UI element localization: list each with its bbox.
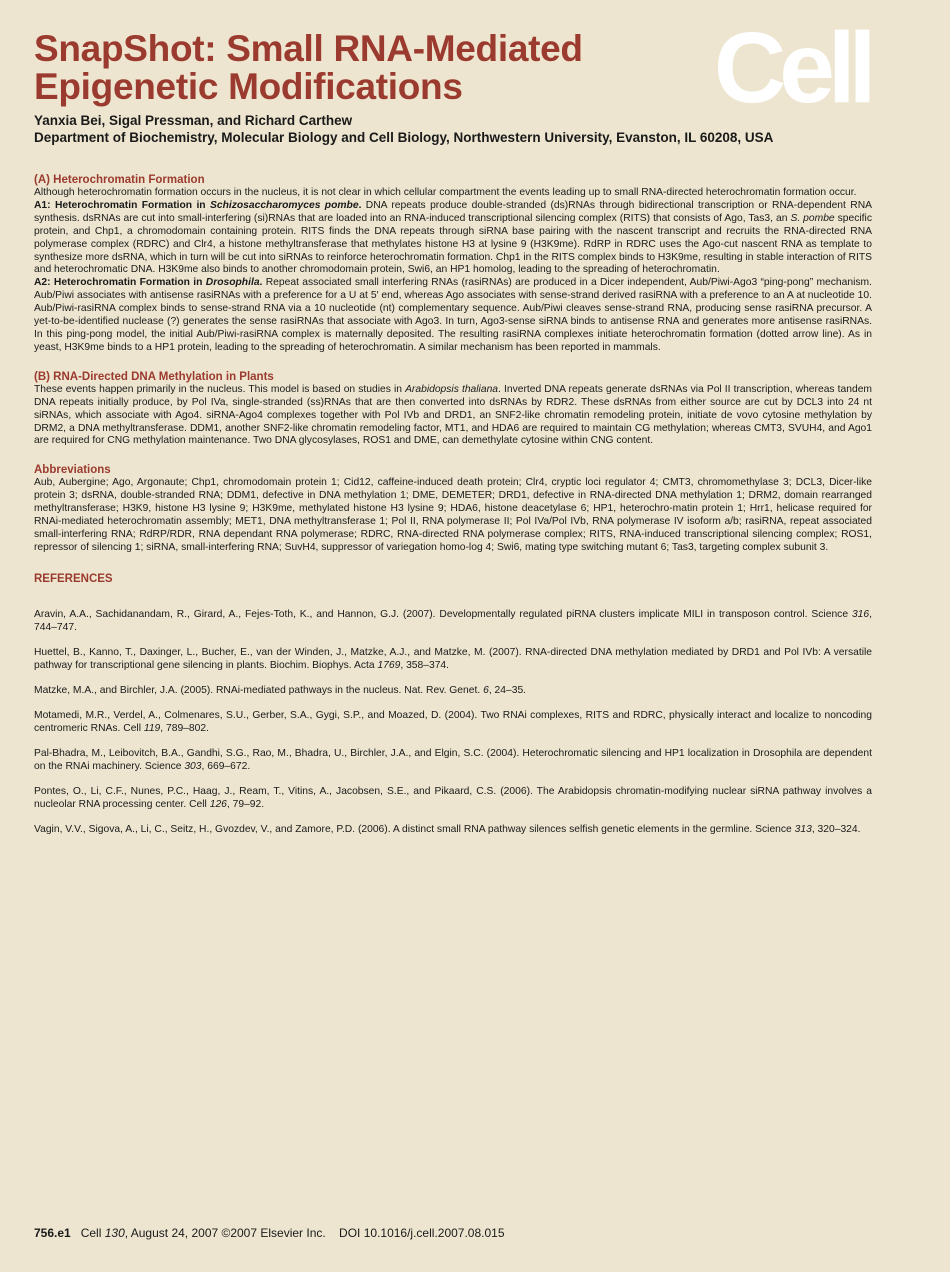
b-species: Arabidopsis thaliana — [405, 383, 499, 395]
abbreviations-text: Aub, Aubergine; Ago, Argonaute; Chp1, chromodomain protein 1; Cid12, caffeine-induced death protein; Clr4, cryptic loci regulator 4; CMT3, chromomethylase 3; DCL3, Dicer-like protein 3; dsRNA, double-stranded RNA; DDM1, defective in DNA methylation 1; DME, DEMETER; DRD1, defective in RNA-directed DNA methylation 1; DRM2, domain rearranged methyltransferase; H3K9, histone H3 lysine 9; H3K9me, methylated histone H3 lysine 9; HDA6, histone deacetylase 6; HP1, heterochro-matin protein 1; Hrr1, helicase required for RNAi-mediated heterochromatin assembly; MET1, DNA methyltransferase 1; Pol II, RNA polymerase II; Pol IVa/Pol IVb, RNA polymerase IV isoform a/b; rasiRNA, repeat associated small-interfering RNA; RdRP/RDR, RNA dependant RNA polymerase; RDRC, RNA-directed RNA polymerase complex; RITS, RNA-induced transcriptional silencing complex; ROS1, repressor of silencing 1; siRNA, small-interfering RNA; SuvH4, suppressor of variegation homo-log 4; Swi6, mating type switching mutant 6; Tas3, targeting complex subunit 3. — [34, 477, 872, 553]
page-footer: 756.e1 Cell 130, August 24, 2007 ©2007 Elsevier Inc. DOI 10.1016/j.cell.2007.08.015 — [34, 1226, 505, 1240]
reference-item: Aravin, A.A., Sachidanandam, R., Girard, A., Fejes-Toth, K., and Hannon, G.J. (2007). Developmentally regulated piRNA clusters implicate MILI in transposon control. Science 316, 744–747. — [34, 608, 872, 633]
reference-item: Pal-Bhadra, M., Leibovitch, B.A., Gandhi, S.G., Rao, M., Bhadra, U., Birchler, J.A., and Elgin, S.C. (2004). Heterochromatic silencing and HP1 localization in Drosophila are dependent on the RNAi machinery. Science 303, 669–672. — [34, 747, 872, 772]
abbreviations-heading: Abbreviations — [34, 464, 111, 477]
article-page — [34, 30, 872, 836]
reference-item: Motamedi, M.R., Verdel, A., Colmenares, S.U., Gerber, S.A., Gygi, S.P., and Moazed, D. (2004). Two RNAi complexes, RITS and RDRC, physically interact and localize to noncoding centromeric RNAs. Cell 119, 789–802. — [34, 709, 872, 734]
references-list — [34, 608, 872, 836]
title-line-2: Epigenetic Modifications — [34, 66, 463, 107]
section-a1-paragraph: A1: Heterochromatin Formation in Schizosaccharomyces pombe. DNA repeats produce double-stranded (ds)RNAs through bidirectional transcription or RNA-dependent RNA synthesis. dsRNAs are cut into small-interfering (si)RNAs that are loaded into an RNA-induced transcriptional silencing complex (RITS) that consists of Ago, Tas3, an S. pombe specific protein, and Chp1, a chromodomain containing protein. RITS finds the DNA repeats through siRNA base pairing with the nascent transcript and recruits the RNA-directed RNA polymerase complex (RDRC) and Clr4, a histone methyltransferase that methylates histone H3 at lysine 9 (H3K9me). RdRP in RDRC uses the Ago-cut nascent RNA as template to synthesize more dsRNA, which in turn will be cut into siRNAs to reinforce heterochromatin formation. Chp1 in the RITS complex binds to H3K9me, resulting in stable interaction of RITS and heterochromatic DNA. H3K9me also binds to another chromodomain protein, Swi6, an HP1 homolog, leading to the spreading of heterochromatin. — [34, 199, 873, 276]
a1-label: A1: Heterochromatin Formation in Schizosaccharomyces pombe. — [34, 199, 362, 211]
reference-item: Vagin, V.V., Sigova, A., Li, C., Seitz, H., Gvozdev, V., and Zamore, P.D. (2006). A distinct small RNA pathway silences selfish genetic elements in the germline. Science 313, 320–324. — [34, 823, 861, 835]
a2-label: A2: Heterochromatin Formation in Drosophila. — [34, 277, 263, 289]
references-heading: REFERENCES — [34, 572, 113, 585]
section-a2-paragraph: A2: Heterochromatin Formation in Drosophila. Repeat associated small interfering RNAs (rasiRNAs) are produced in a Dicer independent, Aub/Piwi-Ago3 “ping-pong” mechanism. Aub/Piwi associates with antisense rasiRNAs with a preference for a U at 5′ end, whereas Ago associates with sense-strand derived rasiRNA with a preference to an A at nucleotide 10. Aub/Piwi-rasiRNA complex binds to sense-strand RNA via a 10 nucleotide (nt) complementary sequence. Aub/Piwi cleaves sense-strand RNA, producing sense rasiRNA precursor. A yet-to-be-identified nuclease (?) generates the sense rasiRNAs that associate with Ago3. In turn, Ago3-sense siRNA binds to antisense RNA and generates more antisense rasiRNAs. In this ping-pong model, the initial Aub/Piwi-rasiRNA complex is maternally deposited. The resulting rasiRNA complexes initiate heterochromatin formation (dotted arrow line). As in yeast, H3K9me binds to a HP1 protein, leading to the spreading of heterochromatin. A similar mechanism has been reported in mammals. — [34, 277, 872, 353]
article-title — [34, 30, 872, 106]
title-line-1: SnapShot: Small RNA-Mediated — [34, 28, 583, 69]
footer-citation: , August 24, 2007 ©2007 Elsevier Inc. DOI 10.1016/j.cell.2007.08.015 — [124, 1226, 505, 1240]
section-a-intro: Although heterochromatin formation occurs in the nucleus, it is not clear in which cellular compartment the events leading up to small RNA-directed heterochromatin formation occur. — [34, 187, 857, 198]
authors: Yanxia Bei, Sigal Pressman, and Richard Carthew — [34, 113, 353, 128]
volume-number: 130 — [104, 1226, 125, 1240]
affiliation: Department of Biochemistry, Molecular Biology and Cell Biology, Northwestern University, Evanston, IL 60208, USA — [34, 130, 774, 145]
reference-item: Pontes, O., Li, C.F., Nunes, P.C., Haag, J., Ream, T., Vitins, A., Jacobsen, S.E., and Pikaard, C.S. (2006). The Arabidopsis chromatin-modifying nuclear siRNA pathway involves a nucleolar RNA processing center. Cell 126, 79–92. — [34, 785, 872, 810]
reference-item: Matzke, M.A., and Birchler, J.A. (2005). RNAi-mediated pathways in the nucleus. Nat. Rev. Genet. 6, 24–35. — [34, 684, 527, 696]
section-b-heading: (B) RNA-Directed DNA Methylation in Plants — [34, 370, 274, 383]
reference-item: Huettel, B., Kanno, T., Daxinger, L., Bucher, E., van der Winden, J., Matzke, A.J., and Matzke, M. (2007). RNA-directed DNA methylation mediated by DRD1 and Pol IVb: A versatile pathway for transcriptional gene silencing in plants. Biochim. Biophys. Acta 1769, 358–374. — [34, 646, 872, 671]
cell-logo[interactable]: Cell — [714, 12, 870, 124]
page-number: 756.e1 — [34, 1226, 71, 1240]
section-b-paragraph: These events happen primarily in the nucleus. This model is based on studies in Arabidopsis thaliana. Inverted DNA repeats generate dsRNAs via Pol II transcription, whereas tandem DNA repeats initially produce, by Pol IVa, single-stranded (ss)RNAs that are then converted into dsRNAs by RDR2. These dsRNAs from either source are cut by DCL3 into 24 nt siRNAs, which associate with Ago4. siRNA-Ago4 complexes together with Pol IVb and DRD1, an SNF2-like chromatin remodeling protein, initiate de vovo cytosine methylation by DRM2, a DNA methyltransferase. DDM1, another SNF2-like chromatin remodeling factor, MT1, and HDA6 are required to maintain CG methylation; whereas CMT3, SVUH4, and Ago1 are required for CNG methylation maintenance. Two DNA glycosylases, ROS1 and DME, can demethylate cytosine within CNG content. — [34, 383, 872, 447]
section-a-heading: (A) Heterochromatin Formation — [34, 174, 205, 186]
a1-species: S. pombe — [790, 212, 835, 224]
